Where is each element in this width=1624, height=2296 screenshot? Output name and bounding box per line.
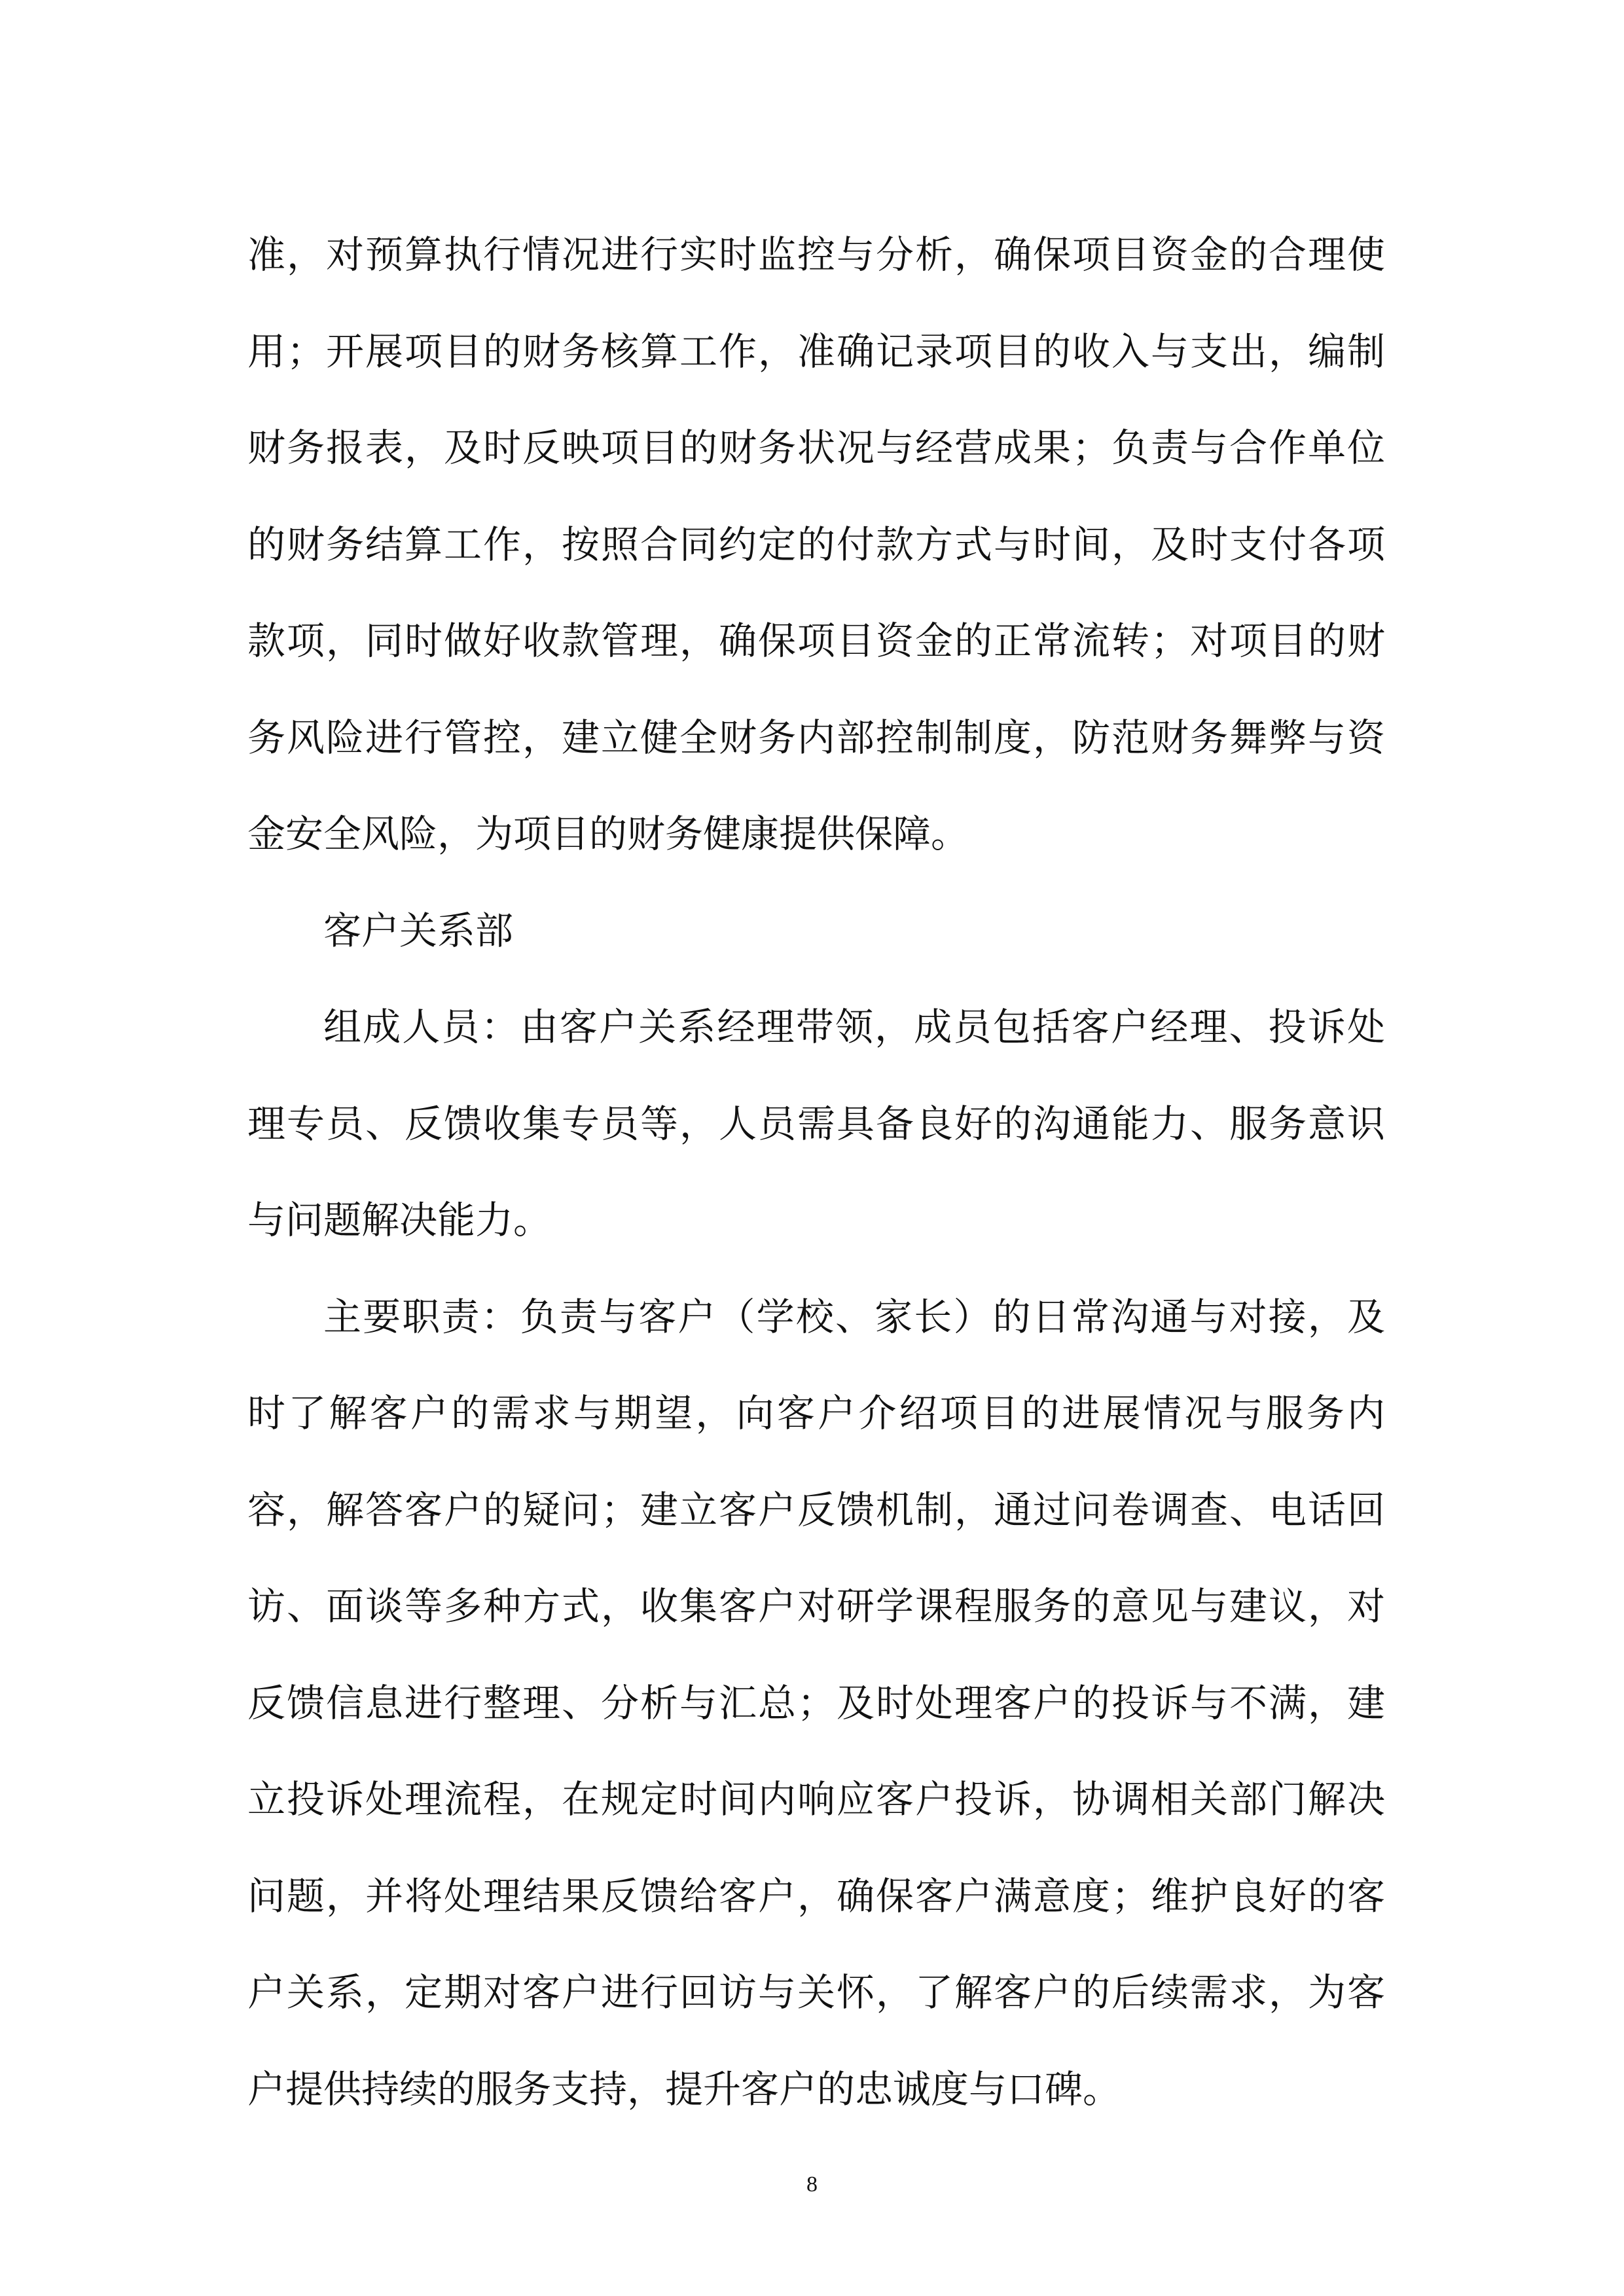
text-line: 准，对预算执行情况进行实时监控与分析，确保项目资金的合理使	[247, 232, 1385, 277]
page-number: 8	[806, 2172, 818, 2197]
text-line: 理专员、反馈收集专员等，人员需具备良好的沟通能力、服务意识	[247, 1101, 1385, 1146]
section-heading-customer-relations	[247, 883, 1385, 980]
text-line: 时了解客户的需求与期望，向客户介绍项目的进展情况与服务内	[247, 1391, 1385, 1435]
text-line: 务风险进行管控，建立健全财务内部控制制度，防范财务舞弊与资	[247, 715, 1385, 760]
text-line: 款项，同时做好收款管理，确保项目资金的正常流转；对项目的财	[247, 619, 1385, 663]
text-line: 访、面谈等多种方式，收集客户对研学课程服务的意见与建议，对	[247, 1584, 1385, 1628]
text-line: 反馈信息进行整理、分析与汇总；及时处理客户的投诉与不满，建	[247, 1680, 1385, 1725]
paragraph-customer-duties	[247, 1269, 1385, 2138]
page-body	[247, 207, 1385, 2138]
text-line: 用；开展项目的财务核算工作，准确记录项目的收入与支出，编制	[247, 329, 1385, 374]
text-line: 问题，并将处理结果反馈给客户，确保客户满意度；维护良好的客	[247, 1873, 1385, 1918]
section-heading: 客户关系部	[323, 908, 514, 953]
text-line: 与问题解决能力。	[247, 1198, 552, 1242]
text-line: 户提供持续的服务支持，提升客户的忠诚度与口碑。	[247, 2066, 1121, 2111]
text-line: 组成人员：由客户关系经理带领，成员包括客户经理、投诉处	[323, 1005, 1385, 1049]
text-line: 户关系，定期对客户进行回访与关怀，了解客户的后续需求，为客	[247, 1970, 1385, 2015]
text-line: 容，解答客户的疑问；建立客户反馈机制，通过问卷调查、电话回	[247, 1487, 1385, 1532]
text-line: 财务报表，及时反映项目的财务状况与经营成果；负责与合作单位	[247, 425, 1385, 470]
text-line: 主要职责：负责与客户（学校、家长）的日常沟通与对接，及	[323, 1294, 1385, 1339]
text-line: 金安全风险，为项目的财务健康提供保障。	[247, 812, 969, 856]
text-line: 的财务结算工作，按照合同约定的付款方式与时间，及时支付各项	[247, 522, 1385, 567]
text-line: 立投诉处理流程，在规定时间内响应客户投诉，协调相关部门解决	[247, 1777, 1385, 1821]
paragraph-customer-members	[247, 979, 1385, 1269]
paragraph-finance-duties	[247, 207, 1385, 883]
